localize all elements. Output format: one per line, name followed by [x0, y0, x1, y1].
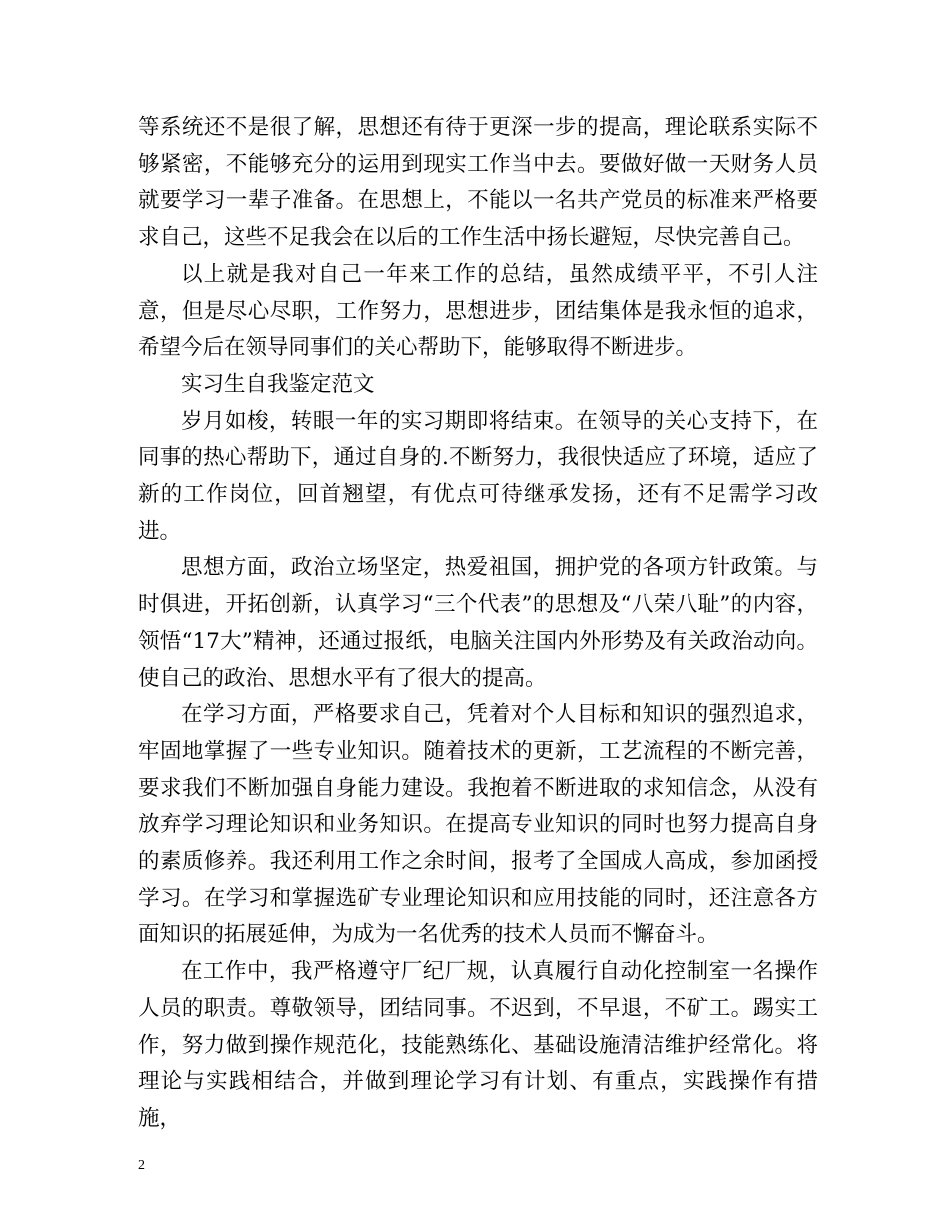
paragraph: 岁月如梭，转眼一年的实习期即将结束。在领导的关心支持下，在同事的热心帮助下，通过自身的.不断努力，我很快适应了环境，适应了新的工作岗位，回首翘望，有优点可待继承发扬，还有不足需学习改进。: [138, 408, 818, 544]
paragraph: 在工作中，我严格遵守厂纪厂规，认真履行自动化控制室一名操作人员的职责。尊敬领导，团结同事。不迟到，不早退，不矿工。踢实工作，努力做到操作规范化，技能熟练化、基础设施清洁维护经常化。将理论与实践相结合，并做到理论学习有计划、有重点，实践操作有措施，: [138, 959, 818, 1131]
page-number: 2: [138, 1158, 145, 1173]
paragraph: 等系统还不是很了解，思想还有待于更深一步的提高，理论联系实际不够紧密，不能够充分的运用到现实工作当中去。要做好做一天财务人员就要学习一辈子准备。在思想上，不能以一名共产党员的标准来严格要求自己，这些不足我会在以后的工作生活中扬长避短，尽快完善自己。: [138, 115, 818, 251]
section-heading: 实习生自我鉴定范文: [181, 371, 375, 397]
paragraph: 以上就是我对自己一年来工作的总结，虽然成绩平平，不引人注意，但是尽心尽职，工作努力，思想进步，团结集体是我永恒的追求，希望今后在领导同事们的关心帮助下，能够取得不断进步。: [138, 261, 818, 361]
paragraph: 思想方面，政治立场坚定，热爱祖国，拥护党的各项方针政策。与时俱进，开拓创新，认真学习“三个代表”的思想及“八荣八耻”的内容，领悟“17大”精神，还通过报纸，电脑关注国内外形势及有关政治动向。使自己的政治、思想水平有了很大的提高。: [138, 555, 818, 691]
paragraph: 在学习方面，严格要求自己，凭着对个人目标和知识的强烈追求，牢固地掌握了一些专业知识。随着技术的更新，工艺流程的不断完善，要求我们不断加强自身能力建设。我抱着不断进取的求知信念，从没有放弃学习理论知识和业务知识。在提高专业知识的同时也努力提高自身的素质修养。我还利用工作之余时间，报考了全国成人高成，参加函授学习。在学习和掌握选矿专业理论知识和应用技能的同时，还注意各方面知识的拓展延伸，为成为一名优秀的技术人员而不懈奋斗。: [138, 702, 818, 948]
document-body: [138, 110, 818, 1138]
